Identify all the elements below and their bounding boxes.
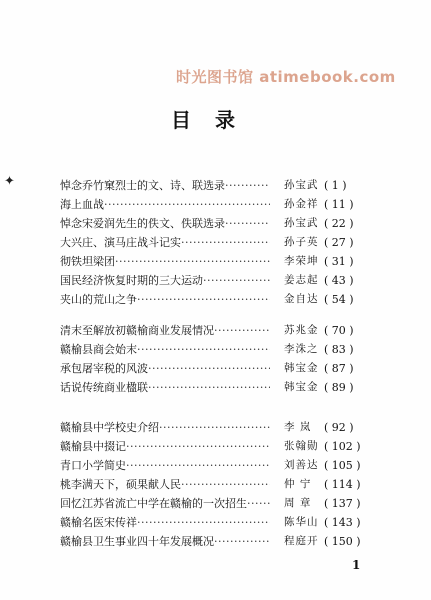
toc-entry-author: 苏兆金: [282, 321, 326, 340]
toc-entry-title: 夹山的荒山之争 ·····: [60, 290, 270, 309]
toc-entry-title: 赣榆县商会始末 ·····: [60, 340, 270, 359]
toc-entry-title: 赣榆名医宋传祥 ·····: [60, 513, 270, 532]
toc-entry-author: 陈华山: [282, 513, 326, 532]
toc-entry-title: 国民经济恢复时期的三大运动 ·····: [60, 271, 270, 290]
toc-entry-title: 悼念乔竹窠烈士的文、诗、联选录 ·····: [60, 176, 270, 195]
toc-entry-author: 刘善达: [282, 456, 326, 475]
toc-entry[interactable]: [60, 456, 360, 475]
toc-entry-author: 孙宝武: [282, 176, 326, 195]
toc-entry-author: 仲 宁: [282, 475, 326, 494]
toc-entry-title: 海上血战 ·····: [60, 195, 270, 214]
toc-entry-page: ( 150 ): [324, 535, 361, 548]
toc-entry[interactable]: [60, 290, 360, 309]
toc-section-1: [60, 176, 360, 309]
toc-entry-page: ( 105 ): [324, 459, 361, 472]
toc-entry-title: 赣榆县中学校史介绍 ·····: [60, 418, 270, 437]
toc-entry[interactable]: [60, 340, 360, 359]
toc-entry-title: 青口小学简史 ·····: [60, 456, 270, 475]
toc-entry-title: 大兴庄、演马庄战斗记实 ·····: [60, 233, 270, 252]
toc-entry-page: ( 102 ): [324, 440, 361, 453]
toc-entry[interactable]: [60, 418, 360, 437]
toc-entry-title: 回忆江苏省流亡中学在赣榆的一次招生 ·····: [60, 494, 270, 513]
page-number: 1: [352, 558, 361, 572]
toc-entry-page: ( 43 ): [324, 274, 354, 287]
toc-entry[interactable]: [60, 359, 360, 378]
toc-entry-page: ( 70 ): [324, 324, 354, 337]
toc-entry-author: 韩宝金: [282, 359, 326, 378]
toc-entry-page: ( 27 ): [324, 236, 354, 249]
toc-entry[interactable]: [60, 271, 360, 290]
toc-entry-title: 悼念宋爱润先生的佚文、佚联选录 ·····: [60, 214, 270, 233]
toc-entry[interactable]: [60, 176, 360, 195]
toc-entry-page: ( 11 ): [324, 198, 354, 211]
toc-entry[interactable]: [60, 532, 360, 551]
toc-entry-author: 程庭开: [282, 532, 326, 551]
toc-entry-title: 彻铁坦梁团 ·····: [60, 252, 270, 271]
toc-entry-author: 孙金祥: [282, 195, 326, 214]
toc-entry[interactable]: [60, 437, 360, 456]
toc-section-2: [60, 321, 360, 397]
toc-entry-author: 孙宝武: [282, 214, 326, 233]
toc-entry-title: 清末至解放初赣榆商业发展情况 ·····: [60, 321, 270, 340]
toc-entry-author: 张翰勋: [282, 437, 326, 456]
toc-entry[interactable]: [60, 214, 360, 233]
toc-entry[interactable]: [60, 233, 360, 252]
toc-entry[interactable]: [60, 321, 360, 340]
page-title: 目录: [171, 108, 259, 132]
toc-entry-title: 话说传统商业楹联 ·····: [60, 378, 270, 397]
toc-entry-author: 李洙之: [282, 340, 326, 359]
toc-entry-page: ( 143 ): [324, 516, 361, 529]
watermark-text: 时光图书馆 atimebook.com: [176, 68, 396, 86]
toc-entry[interactable]: [60, 195, 360, 214]
toc-entry-page: ( 92 ): [324, 421, 354, 434]
toc-entry-page: ( 89 ): [324, 381, 354, 394]
toc-entry[interactable]: [60, 494, 360, 513]
toc-entry-page: ( 22 ): [324, 217, 354, 230]
toc-entry-page: ( 1 ): [324, 179, 347, 192]
toc-entry-title: 桃李满天下，硕果献人民 ·····: [60, 475, 270, 494]
toc-entry-page: ( 31 ): [324, 255, 354, 268]
toc-entry[interactable]: [60, 252, 360, 271]
toc-entry-author: 李荣坤: [282, 252, 326, 271]
toc-entry[interactable]: [60, 513, 360, 532]
toc-entry-author: 金自达: [282, 290, 326, 309]
toc-entry-page: ( 87 ): [324, 362, 354, 375]
toc-entry-author: 周 章: [282, 494, 326, 513]
toc-entry-author: 韩宝金: [282, 378, 326, 397]
toc-entry-author: 孙子英: [282, 233, 326, 252]
toc-entry-page: ( 54 ): [324, 293, 354, 306]
toc-entry-author: 李 岚: [282, 418, 326, 437]
toc-entry-page: ( 114 ): [324, 478, 361, 491]
ink-speck: ✦: [4, 174, 15, 189]
toc-entry-title: 承包屠宰税的风波 ·····: [60, 359, 270, 378]
toc-entry[interactable]: [60, 378, 360, 397]
toc-entry-title: 赣榆县卫生事业四十年发展概况 ·····: [60, 532, 270, 551]
toc-entry-author: 姜志起: [282, 271, 326, 290]
toc-entry-title: 赣榆县中掇记 ·····: [60, 437, 270, 456]
toc-entry-page: ( 137 ): [324, 497, 361, 510]
toc-section-3: [60, 418, 360, 551]
toc-entry[interactable]: [60, 475, 360, 494]
toc-entry-page: ( 83 ): [324, 343, 354, 356]
